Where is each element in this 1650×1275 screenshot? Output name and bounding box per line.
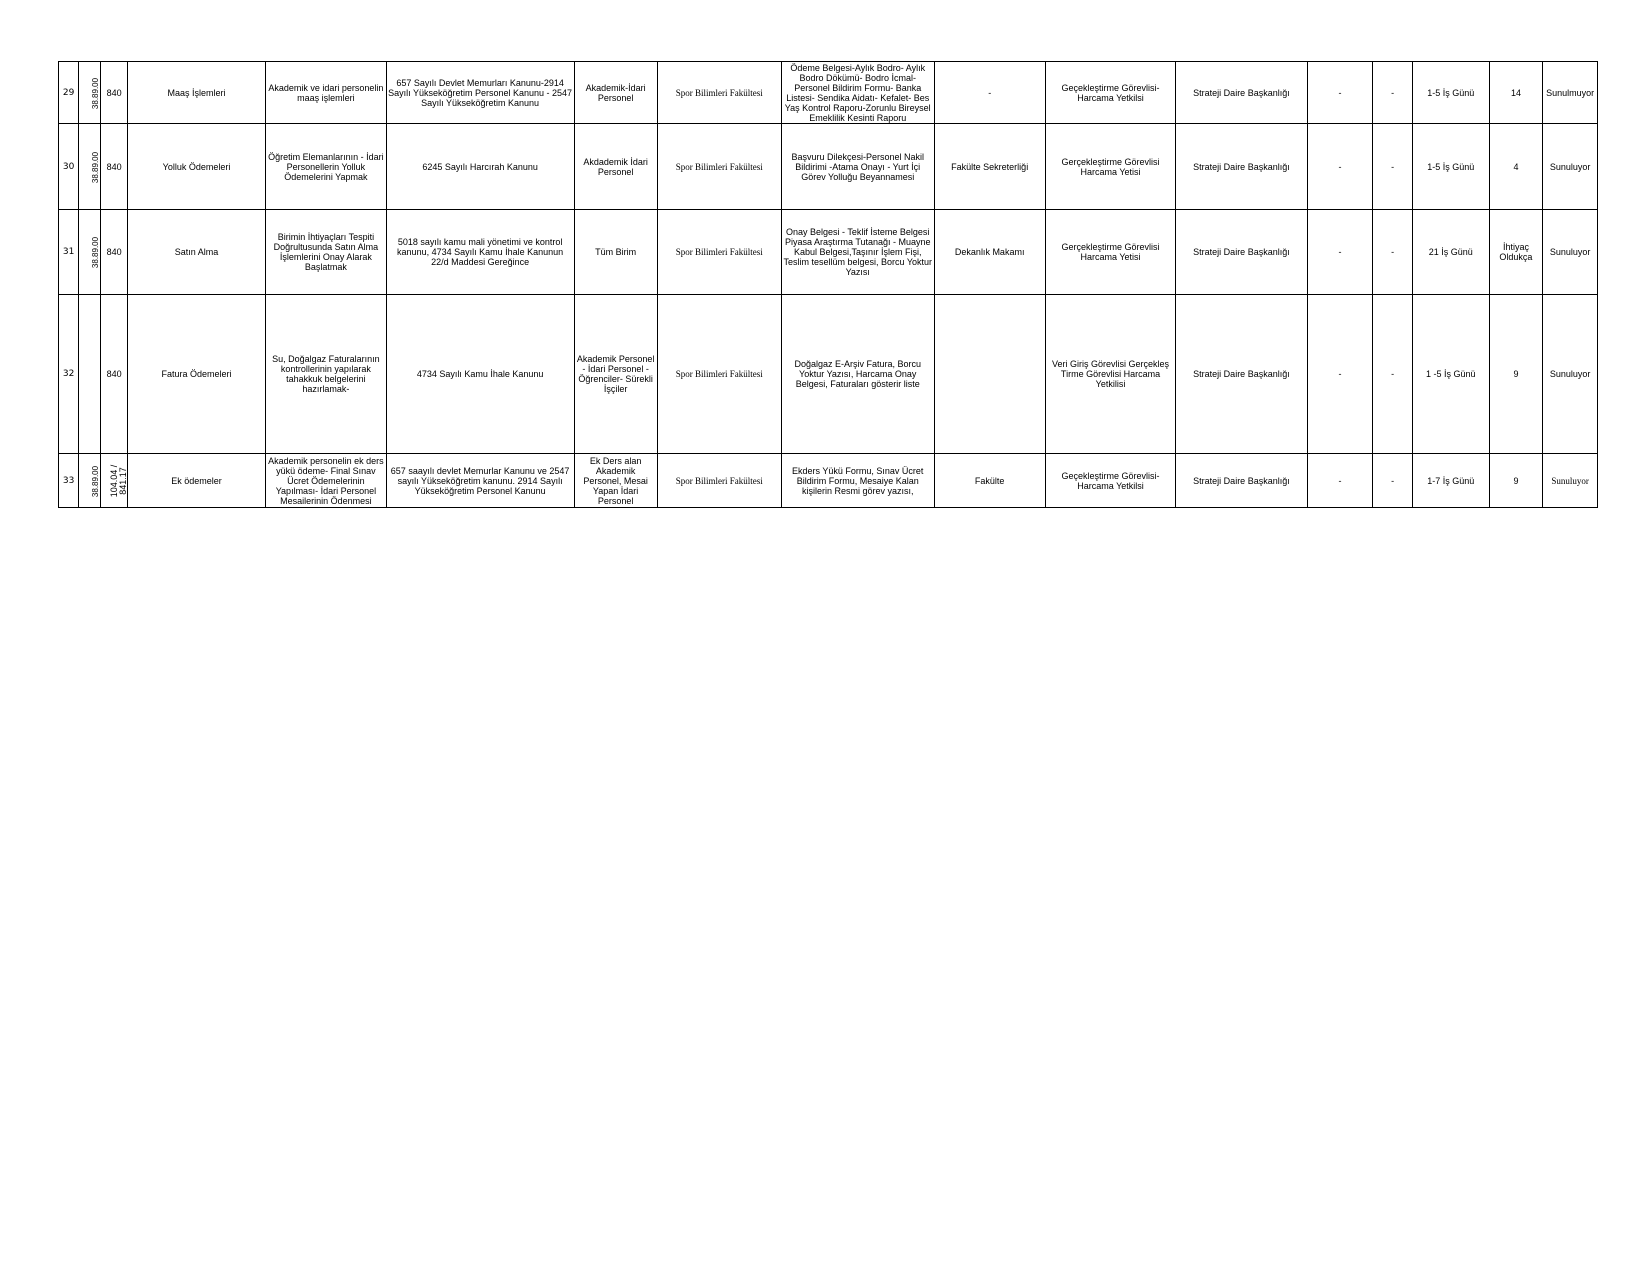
e-government-status: Sunulmuyor: [1543, 62, 1598, 124]
required-documents: Onay Belgesi - Teklif İsteme Belgesi Piyasa Araştırma Tutanağı - Muayne Kabul Belgesi,Taşınır İşlem Fişi, Teslim tesellüm belgesi, Borcu Yoktur Yazısı: [781, 210, 934, 295]
legal-basis: 657 saayılı devlet Memurlar Kanunu ve 2547 sayılı Yükseköğretim kanunu. 2914 Sayılı Yükseköğretim Personel Kanunu: [386, 454, 574, 508]
standard-code: 38.89.00: [91, 77, 101, 109]
third-application-office: Strateji Daire Başkanlığı: [1176, 454, 1307, 508]
required-documents: Ekders Yükü Formu, Sınav Ücret Bildirim Formu, Mesaiye Kalan kişilerin Resmi görev yazısı,: [781, 454, 934, 508]
row-number: 30: [59, 124, 79, 210]
completion-time: 1-7 İş Günü: [1412, 454, 1489, 508]
service-unit: Spor Bilimleri Fakültesi: [657, 295, 781, 454]
second-application-office: Geçekleştirme Görevlisi- Harcama Yetkilsi: [1045, 454, 1175, 508]
standard-code-cell: [79, 454, 101, 508]
third-application-office: Strateji Daire Başkanlığı: [1176, 210, 1307, 295]
services-table: [58, 61, 1598, 508]
second-application-office: Veri Giriş Görevlisi Gerçekleş Tirme Görevlisi Harcama Yetkilisi: [1045, 295, 1175, 454]
third-application-office: Strateji Daire Başkanlığı: [1176, 295, 1307, 454]
standard-code-cell: [79, 210, 101, 295]
service-description: Birimin İhtiyaçları Tespiti Doğrultusunda Satın Alma İşlemlerini Onay Alarak Başlatmak: [266, 210, 386, 295]
column-14: -: [1373, 210, 1412, 295]
service-description: Akademik ve idari personelin maaş işlemleri: [266, 62, 386, 124]
completion-time: 1 -5 İş Günü: [1412, 295, 1489, 454]
required-documents: Başvuru Dilekçesi-Personel Nakil Bildirimi -Atama Onayı - Yurt İçi Görev Yolluğu Beyannamesi: [781, 124, 934, 210]
standard-code: 38.89.00: [91, 236, 101, 269]
column-14: -: [1373, 454, 1412, 508]
annual-count: İhtiyaç Oldukça: [1489, 210, 1543, 295]
annual-count: 9: [1489, 295, 1543, 454]
e-government-status: Sunuluyor: [1543, 210, 1598, 295]
service-description: Akademik personelin ek ders yükü ödeme- Final Sınav Ücret Ödemelerinin Yapılması- İdari Personel Mesailerinin Ödenmesi: [266, 454, 386, 508]
completion-time: 21 İş Günü: [1412, 210, 1489, 295]
row-number: 31: [59, 210, 79, 295]
column-13: -: [1307, 210, 1373, 295]
service-unit: Spor Bilimleri Fakültesi: [657, 454, 781, 508]
column-14: -: [1373, 62, 1412, 124]
service-name: Yolluk Ödemeleri: [127, 124, 266, 210]
standard-code: 38.89.00: [91, 151, 101, 183]
row-number: 33: [59, 454, 79, 508]
required-documents: Doğalgaz E-Arşiv Fatura, Borcu Yoktur Yazısı, Harcama Onay Belgesi, Faturaları gösterir liste: [781, 295, 934, 454]
column-14: -: [1373, 295, 1412, 454]
first-application-office: Fakülte: [934, 454, 1045, 508]
row-number: 29: [59, 62, 79, 124]
first-application-office: [934, 295, 1045, 454]
column-13: -: [1307, 454, 1373, 508]
e-government-status: Sunuluyor: [1543, 454, 1598, 508]
annual-count: 14: [1489, 62, 1543, 124]
second-application-office: Gerçekleştirme Görevlisi Harcama Yetisi: [1045, 124, 1175, 210]
file-code: 840: [101, 62, 127, 124]
service-name: Maaş İşlemleri: [127, 62, 266, 124]
service-name: Fatura Ödemeleri: [127, 295, 266, 454]
file-code: 840: [101, 124, 127, 210]
table-row: [59, 454, 1598, 508]
service-description: Öğretim Elemanlarının - İdari Personellerin Yolluk Ödemelerini Yapmak: [266, 124, 386, 210]
annual-count: 4: [1489, 124, 1543, 210]
standard-code-cell: [79, 62, 101, 124]
first-application-office: Fakülte Sekreterliği: [934, 124, 1045, 210]
service-users: Akdademik İdari Personel: [574, 124, 657, 210]
file-code: 104.04 / 841.17: [109, 464, 129, 497]
legal-basis: 6245 Sayılı Harcırah Kanunu: [386, 124, 574, 210]
standard-code: 38.89.00: [91, 465, 101, 497]
service-description: Su, Doğalgaz Faturalarının kontrollerinin yapılarak tahakkuk belgelerini hazırlamak-: [266, 295, 386, 454]
service-unit: Spor Bilimleri Fakültesi: [657, 210, 781, 295]
service-users: Akademik Personel - İdari Personel - Öğrenciler- Sürekli İşçiler: [574, 295, 657, 454]
completion-time: 1-5 İş Günü: [1412, 124, 1489, 210]
legal-basis: 4734 Sayılı Kamu İhale Kanunu: [386, 295, 574, 454]
legal-basis: 5018 sayılı kamu mali yönetimi ve kontrol kanunu, 4734 Sayılı Kamu İhale Kanunun 22/d Maddesi Gereğince: [386, 210, 574, 295]
second-application-office: Geçekleştirme Görevlisi- Harcama Yetkilsi: [1045, 62, 1175, 124]
service-unit: Spor Bilimleri Fakültesi: [657, 124, 781, 210]
required-documents: Ödeme Belgesi-Aylık Bodro- Aylık Bodro Dökümü- Bodro İcmal- Personel Bildirim Formu- Banka Listesi- Sendika Aidatı- Kefalet- Bes Yaş Kontrol Raporu-Zorunlu Bireysel Emeklilik Kesinti Raporu: [781, 62, 934, 124]
table-row: [59, 124, 1598, 210]
first-application-office: Dekanlık Makamı: [934, 210, 1045, 295]
standard-code-cell: [79, 124, 101, 210]
e-government-status: Sunuluyor: [1543, 295, 1598, 454]
file-code: 840: [101, 210, 127, 295]
legal-basis: 657 Sayılı Devlet Memurları Kanunu-2914 Sayılı Yükseköğretim Personel Kanunu - 2547 Sayılı Yükseköğretim Kanunu: [386, 62, 574, 124]
service-name: Ek ödemeler: [127, 454, 266, 508]
first-application-office: -: [934, 62, 1045, 124]
column-13: -: [1307, 62, 1373, 124]
table-row: [59, 295, 1598, 454]
table-row: [59, 62, 1598, 124]
service-users: Akademik-İdari Personel: [574, 62, 657, 124]
row-number: 32: [59, 295, 79, 454]
completion-time: 1-5 İş Günü: [1412, 62, 1489, 124]
column-13: -: [1307, 124, 1373, 210]
column-13: -: [1307, 295, 1373, 454]
standard-code-cell: [79, 295, 101, 454]
file-code-cell: [101, 454, 127, 508]
file-code: 840: [101, 295, 127, 454]
service-users: Ek Ders alan Akademik Personel, Mesai Yapan İdari Personel: [574, 454, 657, 508]
service-users: Tüm Birim: [574, 210, 657, 295]
e-government-status: Sunuluyor: [1543, 124, 1598, 210]
column-14: -: [1373, 124, 1412, 210]
annual-count: 9: [1489, 454, 1543, 508]
service-unit: Spor Bilimleri Fakültesi: [657, 62, 781, 124]
third-application-office: Strateji Daire Başkanlığı: [1176, 124, 1307, 210]
table-row: [59, 210, 1598, 295]
service-name: Satın Alma: [127, 210, 266, 295]
third-application-office: Strateji Daire Başkanlığı: [1176, 62, 1307, 124]
second-application-office: Gerçekleştirme Görevlisi Harcama Yetisi: [1045, 210, 1175, 295]
